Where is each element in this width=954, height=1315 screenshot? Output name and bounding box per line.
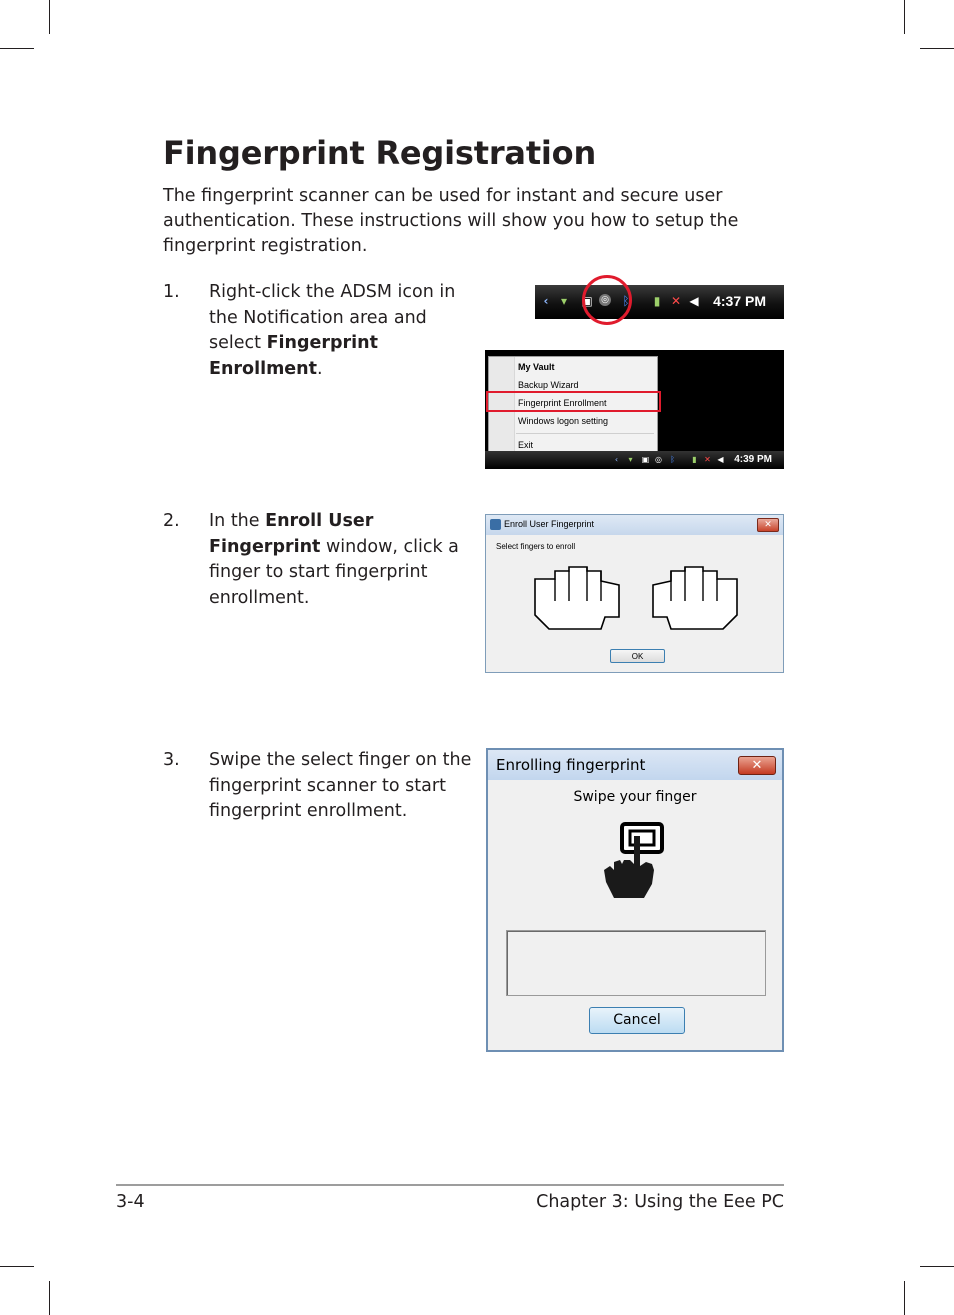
select-fingers-label: Select fingers to enroll [496, 542, 576, 551]
left-hand-icon[interactable] [533, 565, 623, 635]
speaker-icon: ◀ [717, 455, 724, 464]
window-title: Enrolling fingerprint [496, 756, 646, 774]
enrolling-fingerprint-window [486, 748, 784, 1052]
swipe-instruction: Swipe your finger [573, 789, 697, 805]
step-text-bold: Enroll User Fingerprint [209, 511, 374, 557]
menu-item-windows-logon-setting[interactable]: Windows logon setting [518, 416, 609, 426]
highlight-box [486, 391, 661, 412]
cancel-button[interactable]: Cancel [589, 1007, 685, 1034]
crop-mark [49, 0, 50, 34]
clock-time: 4:39 PM [734, 454, 772, 465]
crop-mark [0, 1266, 34, 1267]
network-icon: ▾ [628, 455, 633, 464]
menu-separator [516, 433, 654, 434]
crop-mark [920, 1266, 954, 1267]
crop-mark [49, 1281, 50, 1315]
step-text-part: Right-click the ADSM icon in the Notification area and select [209, 282, 456, 353]
speaker-icon: ◀ [689, 294, 699, 308]
close-icon[interactable]: ✕ [738, 756, 776, 775]
page-number: 3-4 [116, 1192, 145, 1212]
enroll-user-fingerprint-window [485, 514, 784, 673]
chevron-left-icon: ‹ [543, 294, 549, 308]
crop-mark [0, 48, 34, 49]
intro-paragraph: The fingerprint scanner can be used for instant and secure user authentication. These instructions will show you how to setup the fingerprint registration. [163, 186, 739, 256]
footer-rule [116, 1184, 784, 1186]
network-icon: ▾ [560, 294, 568, 308]
step-text [209, 509, 479, 611]
context-menu-screenshot [485, 350, 784, 469]
monitor-icon: ▣ [581, 294, 593, 308]
network-disconnected-icon: ✕ [704, 455, 711, 464]
step-text-part: . [317, 358, 323, 379]
window-title: Enroll User Fingerprint [504, 519, 595, 529]
right-hand-icon[interactable] [649, 565, 739, 635]
bluetooth-icon: ᛒ [670, 455, 675, 464]
taskbar-screenshot [535, 285, 784, 319]
step-text-part: In the [209, 511, 266, 531]
step-text: Swipe the select finger on the fingerprint scanner to start fingerprint enrollment. [209, 750, 472, 821]
close-icon[interactable]: ✕ [757, 518, 779, 532]
power-icon: ▮ [653, 294, 661, 308]
power-icon: ▮ [692, 455, 697, 464]
step-number: 3. [163, 750, 180, 770]
step-number: 2. [163, 511, 180, 531]
menu-item-fingerprint-enrollment[interactable]: Fingerprint Enrollment [518, 398, 607, 408]
app-icon [490, 519, 501, 530]
menu-item-backup-wizard[interactable]: Backup Wizard [518, 380, 579, 390]
progress-area [506, 930, 766, 996]
chapter-title: Chapter 3: Using the Eee PC [536, 1192, 784, 1212]
step-text-part: window, click a finger to start fingerprint enrollment. [209, 536, 459, 608]
step-number: 1. [163, 282, 180, 302]
title-bar [486, 515, 783, 535]
crop-mark [904, 0, 905, 34]
step-text-bold: Fingerprint Enrollment [209, 333, 378, 379]
title-bar [488, 750, 782, 780]
clock-time: 4:37 PM [713, 293, 766, 309]
ok-button[interactable]: OK [610, 649, 665, 663]
bluetooth-icon: ᛒ [622, 294, 630, 308]
menu-item-exit[interactable]: Exit [518, 440, 534, 450]
network-disconnected-icon: ✕ [670, 294, 682, 308]
crop-mark [920, 48, 954, 49]
fingerprint-scanner-icon [600, 822, 664, 900]
menu-item-my-vault[interactable]: My Vault [518, 362, 555, 372]
adsm-icon: ◎ [599, 294, 611, 306]
crop-mark [904, 1281, 905, 1315]
page-title: Fingerprint Registration [163, 134, 597, 172]
step-text [209, 280, 479, 382]
monitor-icon: ▣ [641, 455, 650, 464]
taskbar [485, 451, 784, 469]
highlight-circle [582, 275, 632, 325]
adsm-icon: ◎ [655, 455, 662, 464]
chevron-left-icon: ‹ [614, 455, 619, 464]
